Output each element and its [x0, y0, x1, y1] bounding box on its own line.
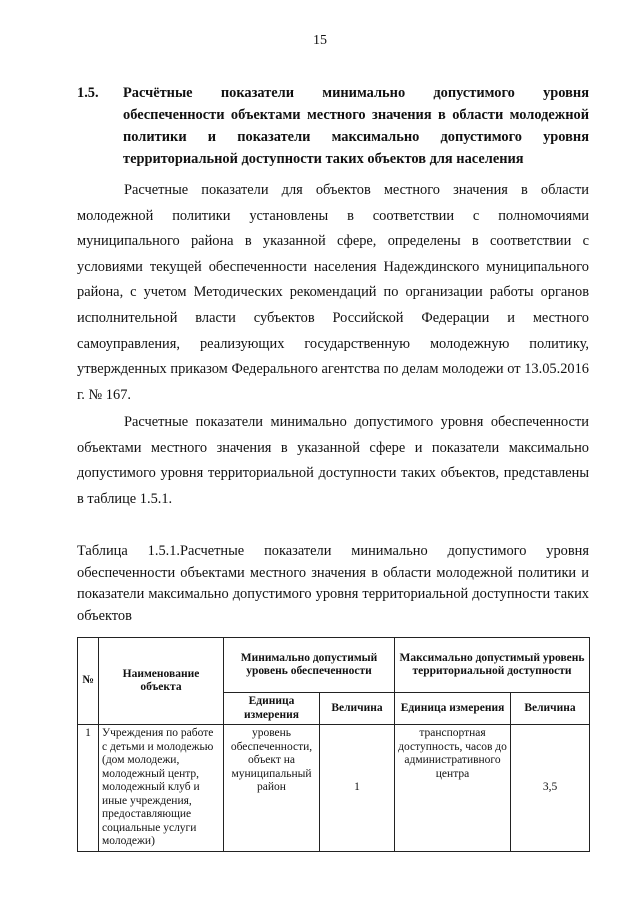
cell-min-value: 1: [320, 725, 395, 852]
paragraph: Расчетные показатели минимально допустимого уровня обеспеченности объектами местного значения в указанной сфере и показатели максимально допустимого уровня территориальной доступности таких объектов, представлены в таблице 1.5.1.: [77, 414, 589, 507]
section-title: Расчётные показатели минимально допустимого уровня обеспеченности объектами местного значения в области молодежной политики и показатели максимально допустимого уровня территориальной доступности таких объектов для населения: [123, 85, 589, 167]
header-max-value: Величина: [511, 693, 590, 725]
section-number: 1.5.: [77, 85, 99, 101]
header-min-group: Минимально допустимый уровень обеспеченности: [224, 638, 395, 693]
header-max-unit: Единица измерения: [395, 693, 511, 725]
paragraph: Расчетные показатели для объектов местного значения в области молодежной политики установлены в соответствии с полномочиями муниципального района в указанной сфере, определены в соответствии с условиями текущей обеспеченности населения Надеждинского муниципального района, с учетом Методических рекомендаций по организации работы органов исполнительной власти субъектов Российской Федерации и местного самоуправления, реализующих государственную молодежную политику, утвержденных приказом Федерального агентства по делам молодежи от 13.05.2016 г. № 167.: [77, 182, 589, 403]
table-row: [78, 725, 590, 852]
section-heading: [77, 82, 589, 170]
page-number: 15: [313, 33, 327, 48]
header-name: Наименование объекта: [99, 638, 224, 725]
cell-name: Учреждения по работе с детьми и молодежью (дом молодежи, молодежный центр, молодежный клуб и иные учреждения, предоставляющие социальные услуги молодежи): [99, 725, 224, 852]
header-min-value: Величина: [320, 693, 395, 725]
indicators-table: [77, 637, 590, 852]
header-num: №: [78, 638, 99, 725]
header-max-group: Максимально допустимый уровень территориальной доступности: [395, 638, 590, 693]
cell-num: 1: [78, 725, 99, 852]
cell-min-unit: уровень обеспеченности, объект на муниципальный район: [224, 725, 320, 852]
cell-max-value: 3,5: [511, 725, 590, 852]
cell-max-unit: транспортная доступность, часов до административного центра: [395, 725, 511, 852]
header-min-unit: Единица измерения: [224, 693, 320, 725]
table-caption: Таблица 1.5.1.Расчетные показатели минимально допустимого уровня обеспеченности объектами местного значения в области молодежной политики и показатели максимально допустимого уровня территориальной доступности таких объектов: [77, 543, 589, 624]
